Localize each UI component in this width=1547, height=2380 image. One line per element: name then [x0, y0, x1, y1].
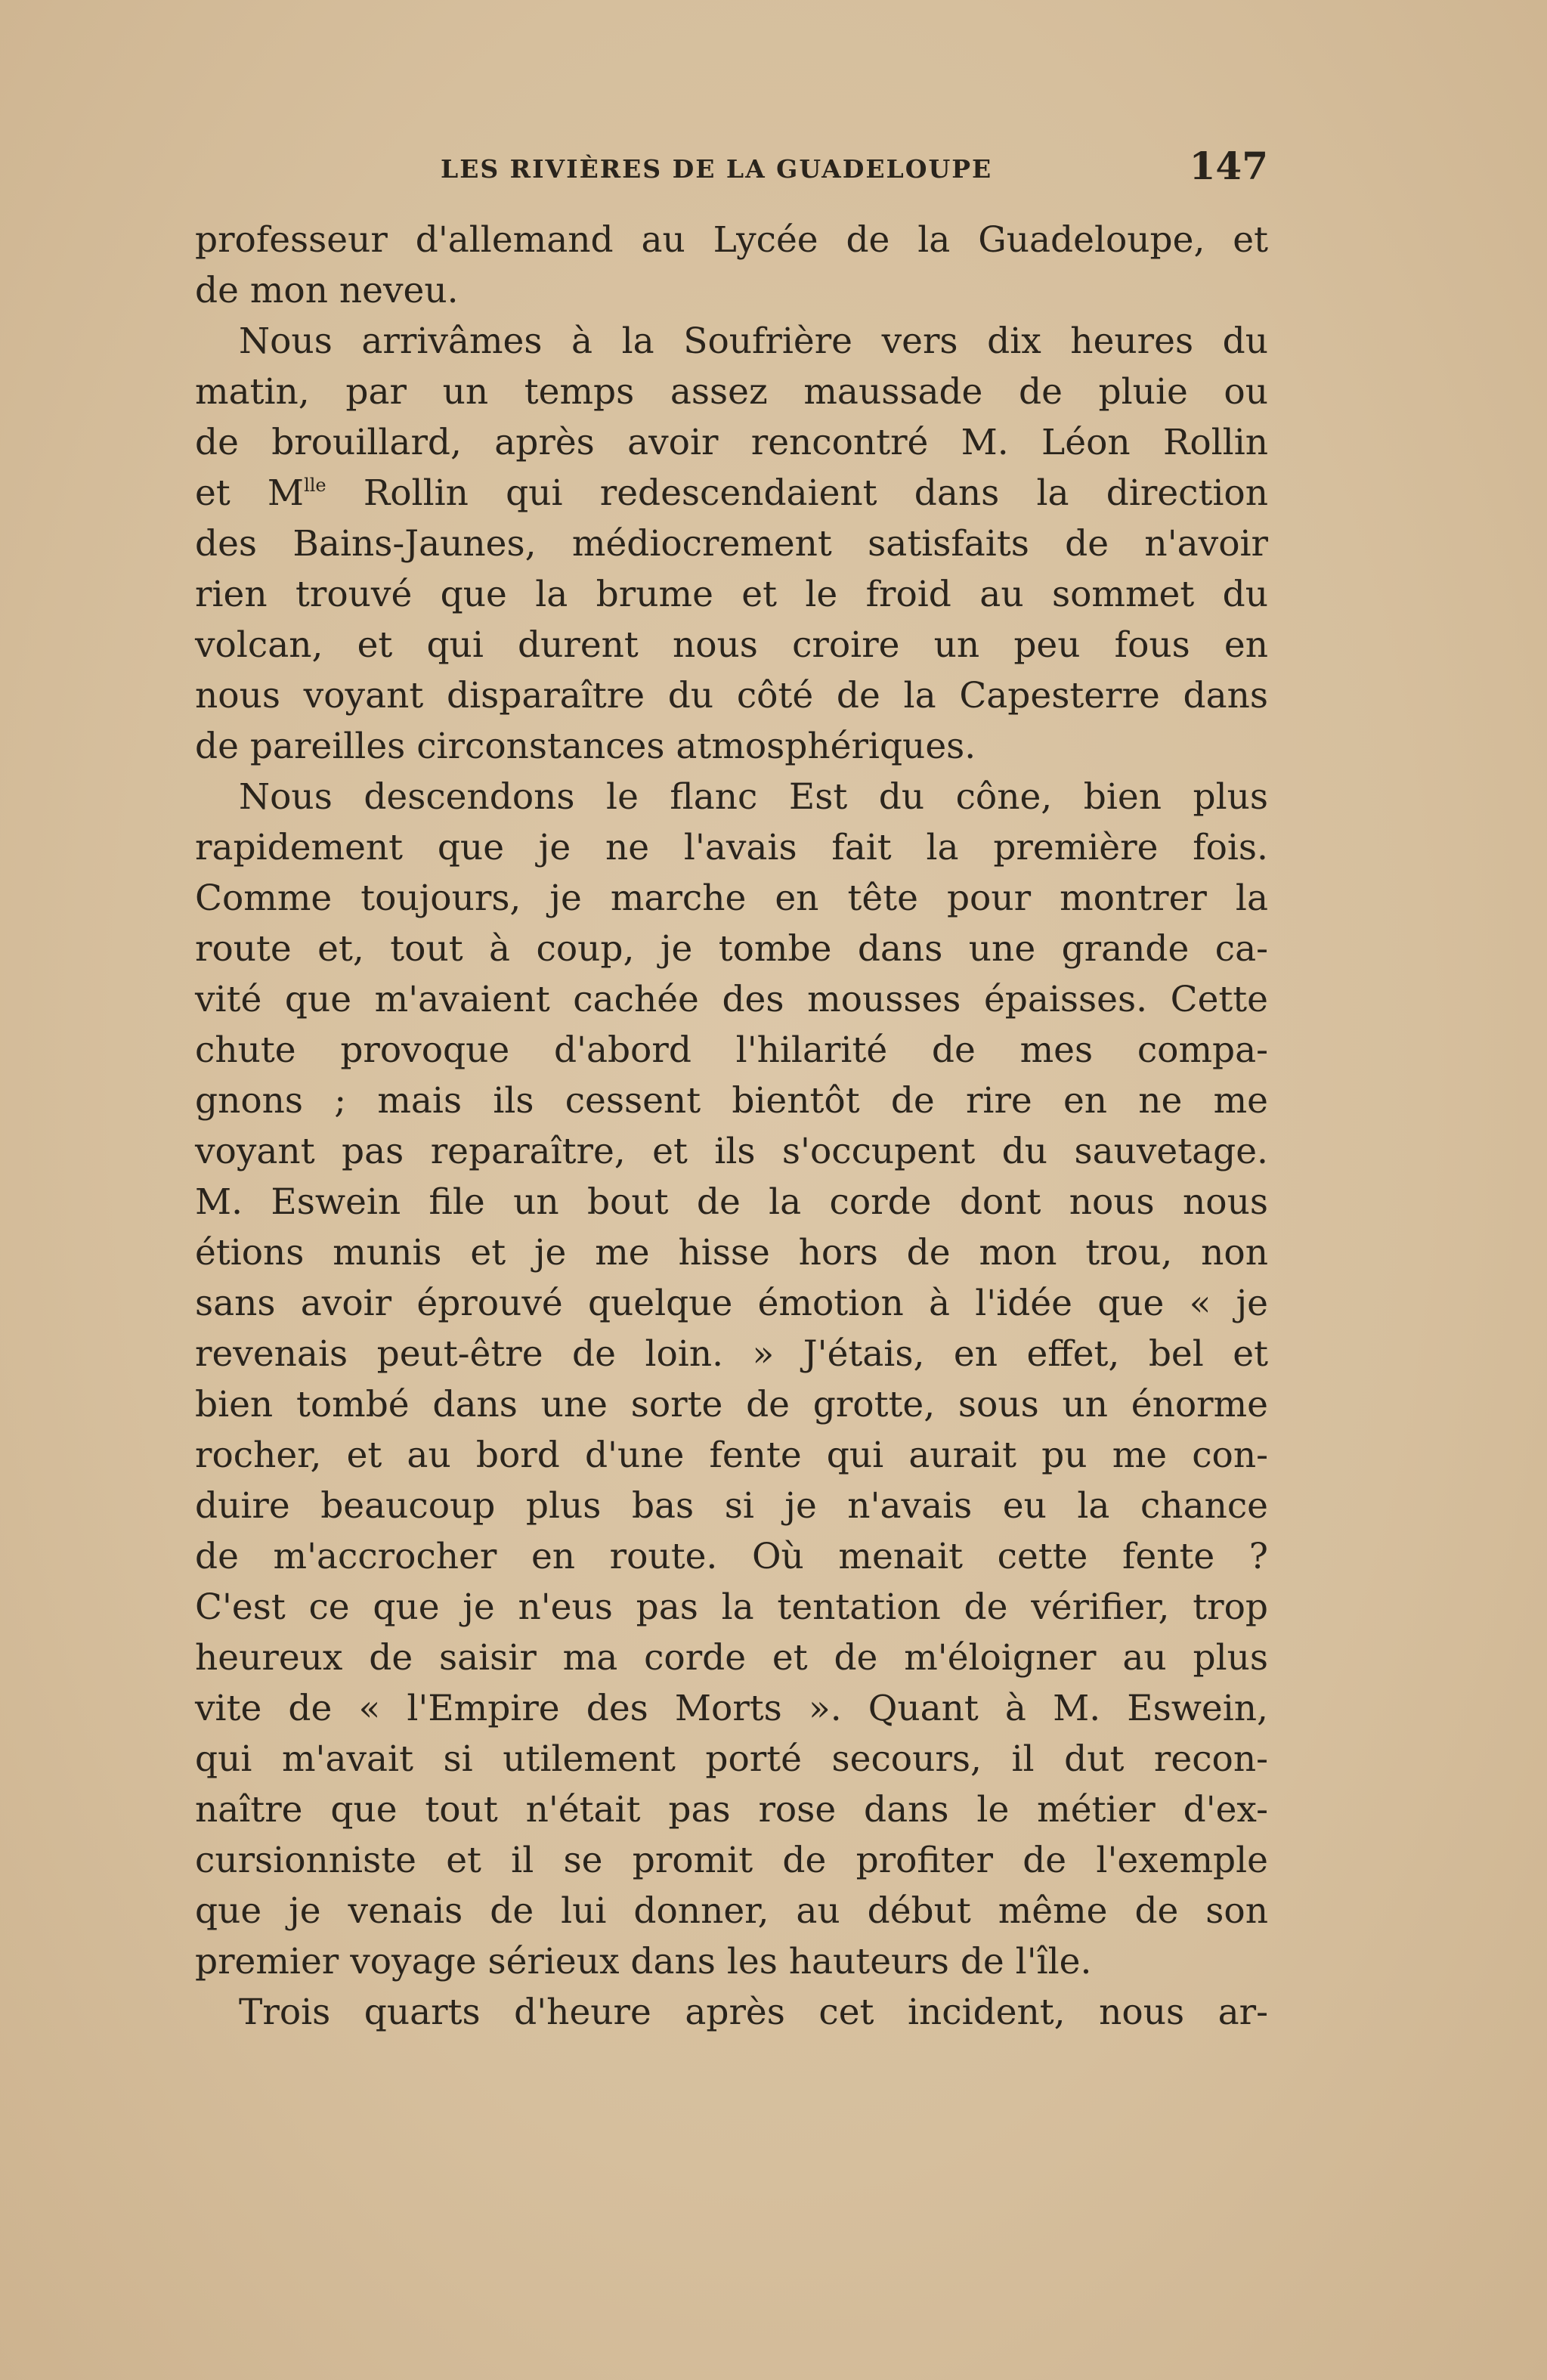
text-line: de m'accrocher en route. Où menait cette fente ?	[195, 1536, 1268, 1577]
text-line: professeur d'allemand au Lycée de la Guadeloupe, et	[195, 219, 1268, 261]
text-line: chute provoque d'abord l'hilarité de mes compa-	[195, 1029, 1268, 1071]
text-line: route et, tout à coup, je tombe dans une grande ca-	[195, 928, 1268, 970]
text-line: de brouillard, après avoir rencontré M. Léon Rollin	[195, 422, 1268, 463]
text-line: naître que tout n'était pas rose dans le métier d'ex-	[195, 1789, 1268, 1831]
text-line: vité que m'avaient cachée des mousses épaisses. Cette	[195, 979, 1268, 1020]
text-line: de mon neveu.	[195, 270, 459, 311]
page-header	[195, 144, 1268, 197]
text-line: que je venais de lui donner, au début même de son	[195, 1890, 1268, 1932]
text-line: C'est ce que je n'eus pas la tentation de vérifier, trop	[195, 1586, 1268, 1628]
text-line: qui m'avait si utilement porté secours, il dut recon-	[195, 1738, 1268, 1780]
text-line: vite de « l'Empire des Morts ». Quant à M. Eswein,	[195, 1688, 1268, 1729]
text-line: M. Eswein file un bout de la corde dont nous nous	[195, 1181, 1268, 1223]
text-line: des Bains-Jaunes, médiocrement satisfaits de n'avoir	[195, 523, 1268, 565]
text-line: matin, par un temps assez maussade de pluie ou	[195, 371, 1268, 413]
text-line: gnons ; mais ils cessent bientôt de rire en ne me	[195, 1080, 1268, 1122]
text-line: rapidement que je ne l'avais fait la première fois.	[195, 827, 1268, 868]
text-line: bien tombé dans une sorte de grotte, sous un énorme	[195, 1384, 1268, 1425]
text-segment: et M	[195, 472, 305, 514]
text-line: Comme toujours, je marche en tête pour montrer la	[195, 877, 1268, 919]
running-title: LES RIVIÈRES DE LA GUADELOUPE	[441, 154, 993, 184]
text-line: revenais peut-être de loin. » J'étais, en effet, bel et	[195, 1333, 1268, 1375]
page-number: 147	[1189, 144, 1268, 188]
superscript-abbreviation: lle	[304, 475, 326, 496]
text-line: rien trouvé que la brume et le froid au sommet du	[195, 574, 1268, 615]
text-line-with-superscript	[195, 468, 1268, 518]
paragraph-start-line: Nous descendons le flanc Est du cône, bien plus	[239, 776, 1268, 818]
text-line: nous voyant disparaître du côté de la Capesterre dans	[195, 675, 1268, 716]
paragraph-start-line: Trois quarts d'heure après cet incident, nous ar-	[239, 1992, 1268, 2033]
text-line: cursionniste et il se promit de profiter de l'exemple	[195, 1840, 1268, 1881]
text-line: de pareilles circonstances atmosphériques.	[195, 726, 976, 767]
body-text	[195, 215, 1268, 2038]
text-line: premier voyage sérieux dans les hauteurs de l'île.	[195, 1941, 1092, 1982]
text-line: duire beaucoup plus bas si je n'avais eu la chance	[195, 1485, 1268, 1527]
text-line: rocher, et au bord d'une fente qui aurait pu me con-	[195, 1434, 1268, 1476]
text-line: volcan, et qui durent nous croire un peu fous en	[195, 624, 1268, 666]
paragraph-start-line: Nous arrivâmes à la Soufrière vers dix heures du	[239, 320, 1268, 362]
text-line: étions munis et je me hisse hors de mon trou, non	[195, 1232, 1268, 1274]
text-line: heureux de saisir ma corde et de m'éloigner au plus	[195, 1637, 1268, 1679]
text-segment: Rollin qui redescendaient dans la direction	[326, 472, 1268, 514]
text-line: voyant pas reparaître, et ils s'occupent du sauvetage.	[195, 1131, 1268, 1172]
text-line: sans avoir éprouvé quelque émotion à l'idée que « je	[195, 1283, 1268, 1324]
